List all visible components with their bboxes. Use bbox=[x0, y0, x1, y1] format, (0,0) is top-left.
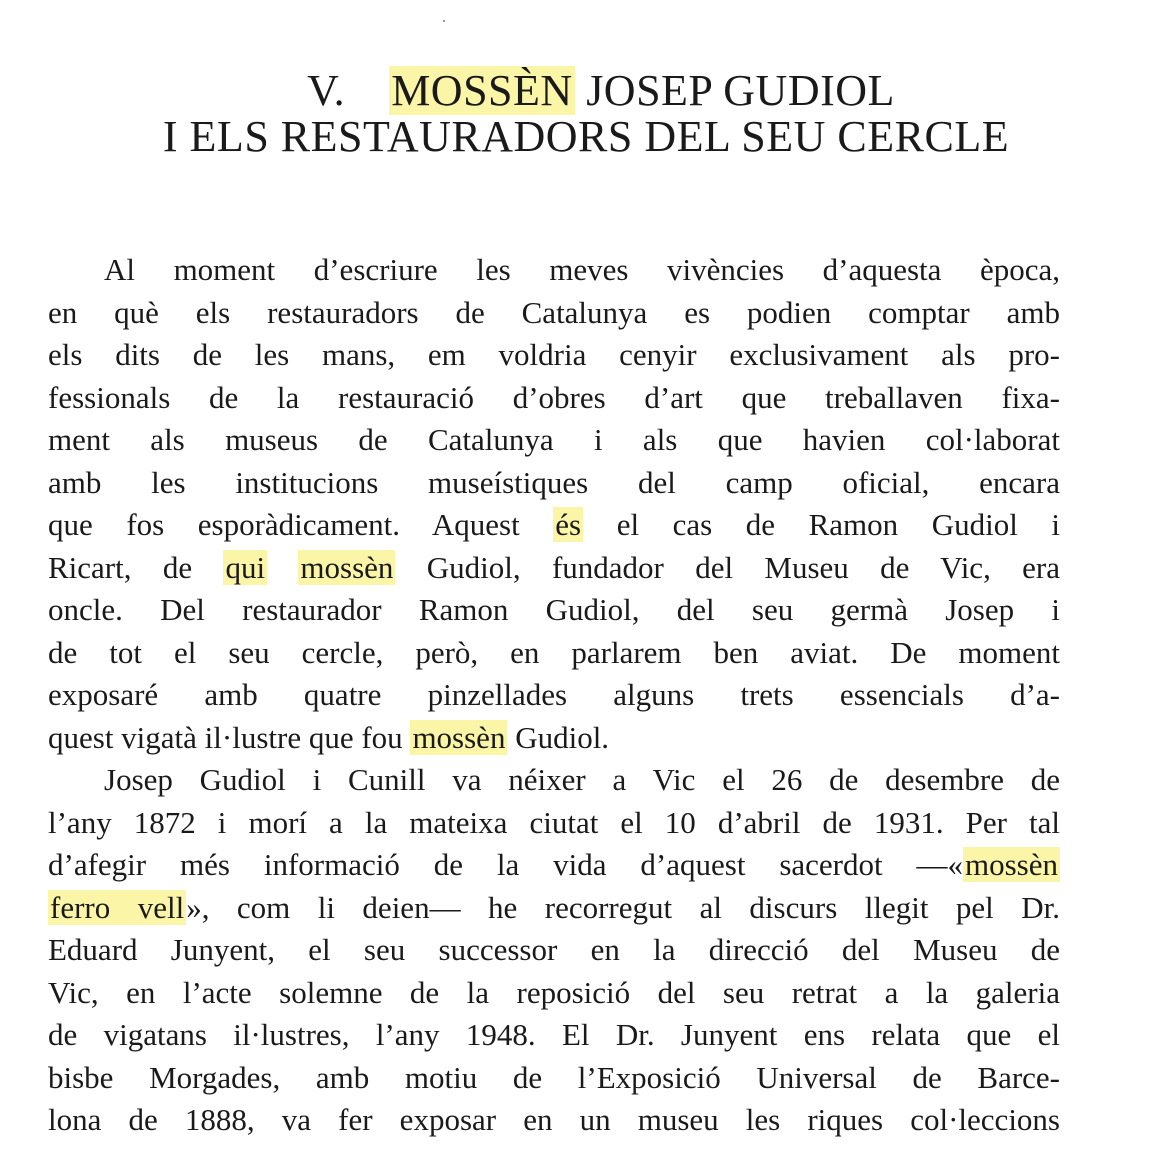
body-text bbox=[48, 249, 1060, 1142]
text-run: de tot el seu cercle, però, en parlarem ben aviat. De moment bbox=[48, 634, 1060, 670]
chapter-number: V. bbox=[307, 66, 346, 115]
text-run: exposaré amb quatre pinzellades alguns trets essencials d’a- bbox=[48, 677, 1060, 712]
text-run: Al moment d’escriure les meves vivències d’aquesta època, bbox=[104, 252, 1060, 287]
highlight-mossen: mossèn bbox=[965, 847, 1058, 882]
text-line bbox=[48, 674, 1060, 717]
text-run: amb les institucions museístiques del camp oficial, encara bbox=[48, 464, 1060, 500]
text-run: en què els restauradors de Catalunya es podien comptar amb bbox=[48, 294, 1060, 330]
highlight-qui: qui bbox=[225, 549, 266, 585]
text-run: l’any 1872 i morí a la mateixa ciutat el 10 d’abril de 1931. Per tal bbox=[48, 804, 1060, 840]
text-run: bisbe Morgades, amb motiu de l’Exposició Universal de Barce- bbox=[48, 1059, 1060, 1095]
text-line bbox=[48, 547, 1060, 590]
text-run: Vic, en l’acte solemne de la reposició del seu retrat a la galeria bbox=[48, 974, 1060, 1010]
highlight-mossen: mossèn bbox=[300, 549, 394, 585]
text-run: Josep Gudiol i Cunill va néixer a Vic el 26 de desembre de bbox=[104, 762, 1060, 797]
text-run: d’afegir més informació de la vida d’aquest sacerdot —« bbox=[48, 847, 963, 882]
text-line bbox=[48, 1014, 1060, 1057]
text-line bbox=[48, 589, 1060, 632]
text-run: de vigatans il·lustres, l’any 1948. El Dr. Junyent ens relata que el bbox=[48, 1017, 1060, 1052]
text-run: el cas de Ramon Gudiol i bbox=[583, 507, 1060, 542]
text-line bbox=[48, 1057, 1060, 1100]
text-run: Eduard Junyent, el seu successor en la direcció del Museu de bbox=[48, 932, 1060, 967]
text-run: Ricart, de bbox=[48, 549, 224, 585]
text-line bbox=[48, 1099, 1060, 1142]
text-run: oncle. Del restaurador Ramon Gudiol, del seu germà Josep i bbox=[48, 592, 1060, 627]
text-line bbox=[48, 802, 1060, 845]
heading-line-2: I ELS RESTAURADORS DEL SEU CERCLE bbox=[162, 112, 1010, 161]
text-line bbox=[48, 249, 1060, 292]
text-run bbox=[267, 550, 298, 585]
scan-speck bbox=[443, 20, 445, 22]
text-line bbox=[48, 462, 1060, 505]
text-line bbox=[48, 504, 1060, 547]
heading-line-1 bbox=[0, 68, 1172, 114]
text-line bbox=[48, 292, 1060, 335]
highlight-ferro-vell: ferro vell bbox=[50, 889, 185, 925]
text-line bbox=[48, 929, 1060, 972]
text-run: fessionals de la restauració d’obres d’art que treballaven fixa- bbox=[48, 379, 1060, 415]
highlight-es: és bbox=[555, 507, 582, 542]
highlight-mossen-heading: MOSSÈN bbox=[391, 66, 573, 115]
highlight-mossen: mossèn bbox=[412, 719, 506, 755]
text-line bbox=[48, 717, 1060, 760]
text-run: els dits de les mans, em voldria cenyir exclusivament als pro- bbox=[48, 337, 1060, 372]
text-line bbox=[48, 377, 1060, 420]
text-line bbox=[48, 632, 1060, 675]
text-run: que fos esporàdicament. Aquest bbox=[48, 507, 554, 542]
text-run: Gudiol, fundador del Museu de Vic, era bbox=[395, 549, 1060, 585]
text-line bbox=[48, 887, 1060, 930]
chapter-heading bbox=[0, 68, 1172, 160]
heading-line-1-rest: JOSEP GUDIOL bbox=[586, 66, 895, 115]
text-run: », com li deien— he recorregut al discurs llegit pel Dr. bbox=[186, 889, 1060, 925]
text-line bbox=[48, 419, 1060, 462]
text-run: ment als museus de Catalunya i als que havien col·laborat bbox=[48, 422, 1060, 457]
text-run: Gudiol. bbox=[507, 719, 610, 755]
text-run: quest vigatà il·lustre que fou bbox=[48, 719, 411, 755]
text-line bbox=[48, 334, 1060, 377]
text-run: lona de 1888, va fer exposar en un museu les riques col·leccions bbox=[48, 1102, 1060, 1137]
text-line bbox=[48, 759, 1060, 802]
text-line bbox=[48, 844, 1060, 887]
text-line bbox=[48, 972, 1060, 1015]
